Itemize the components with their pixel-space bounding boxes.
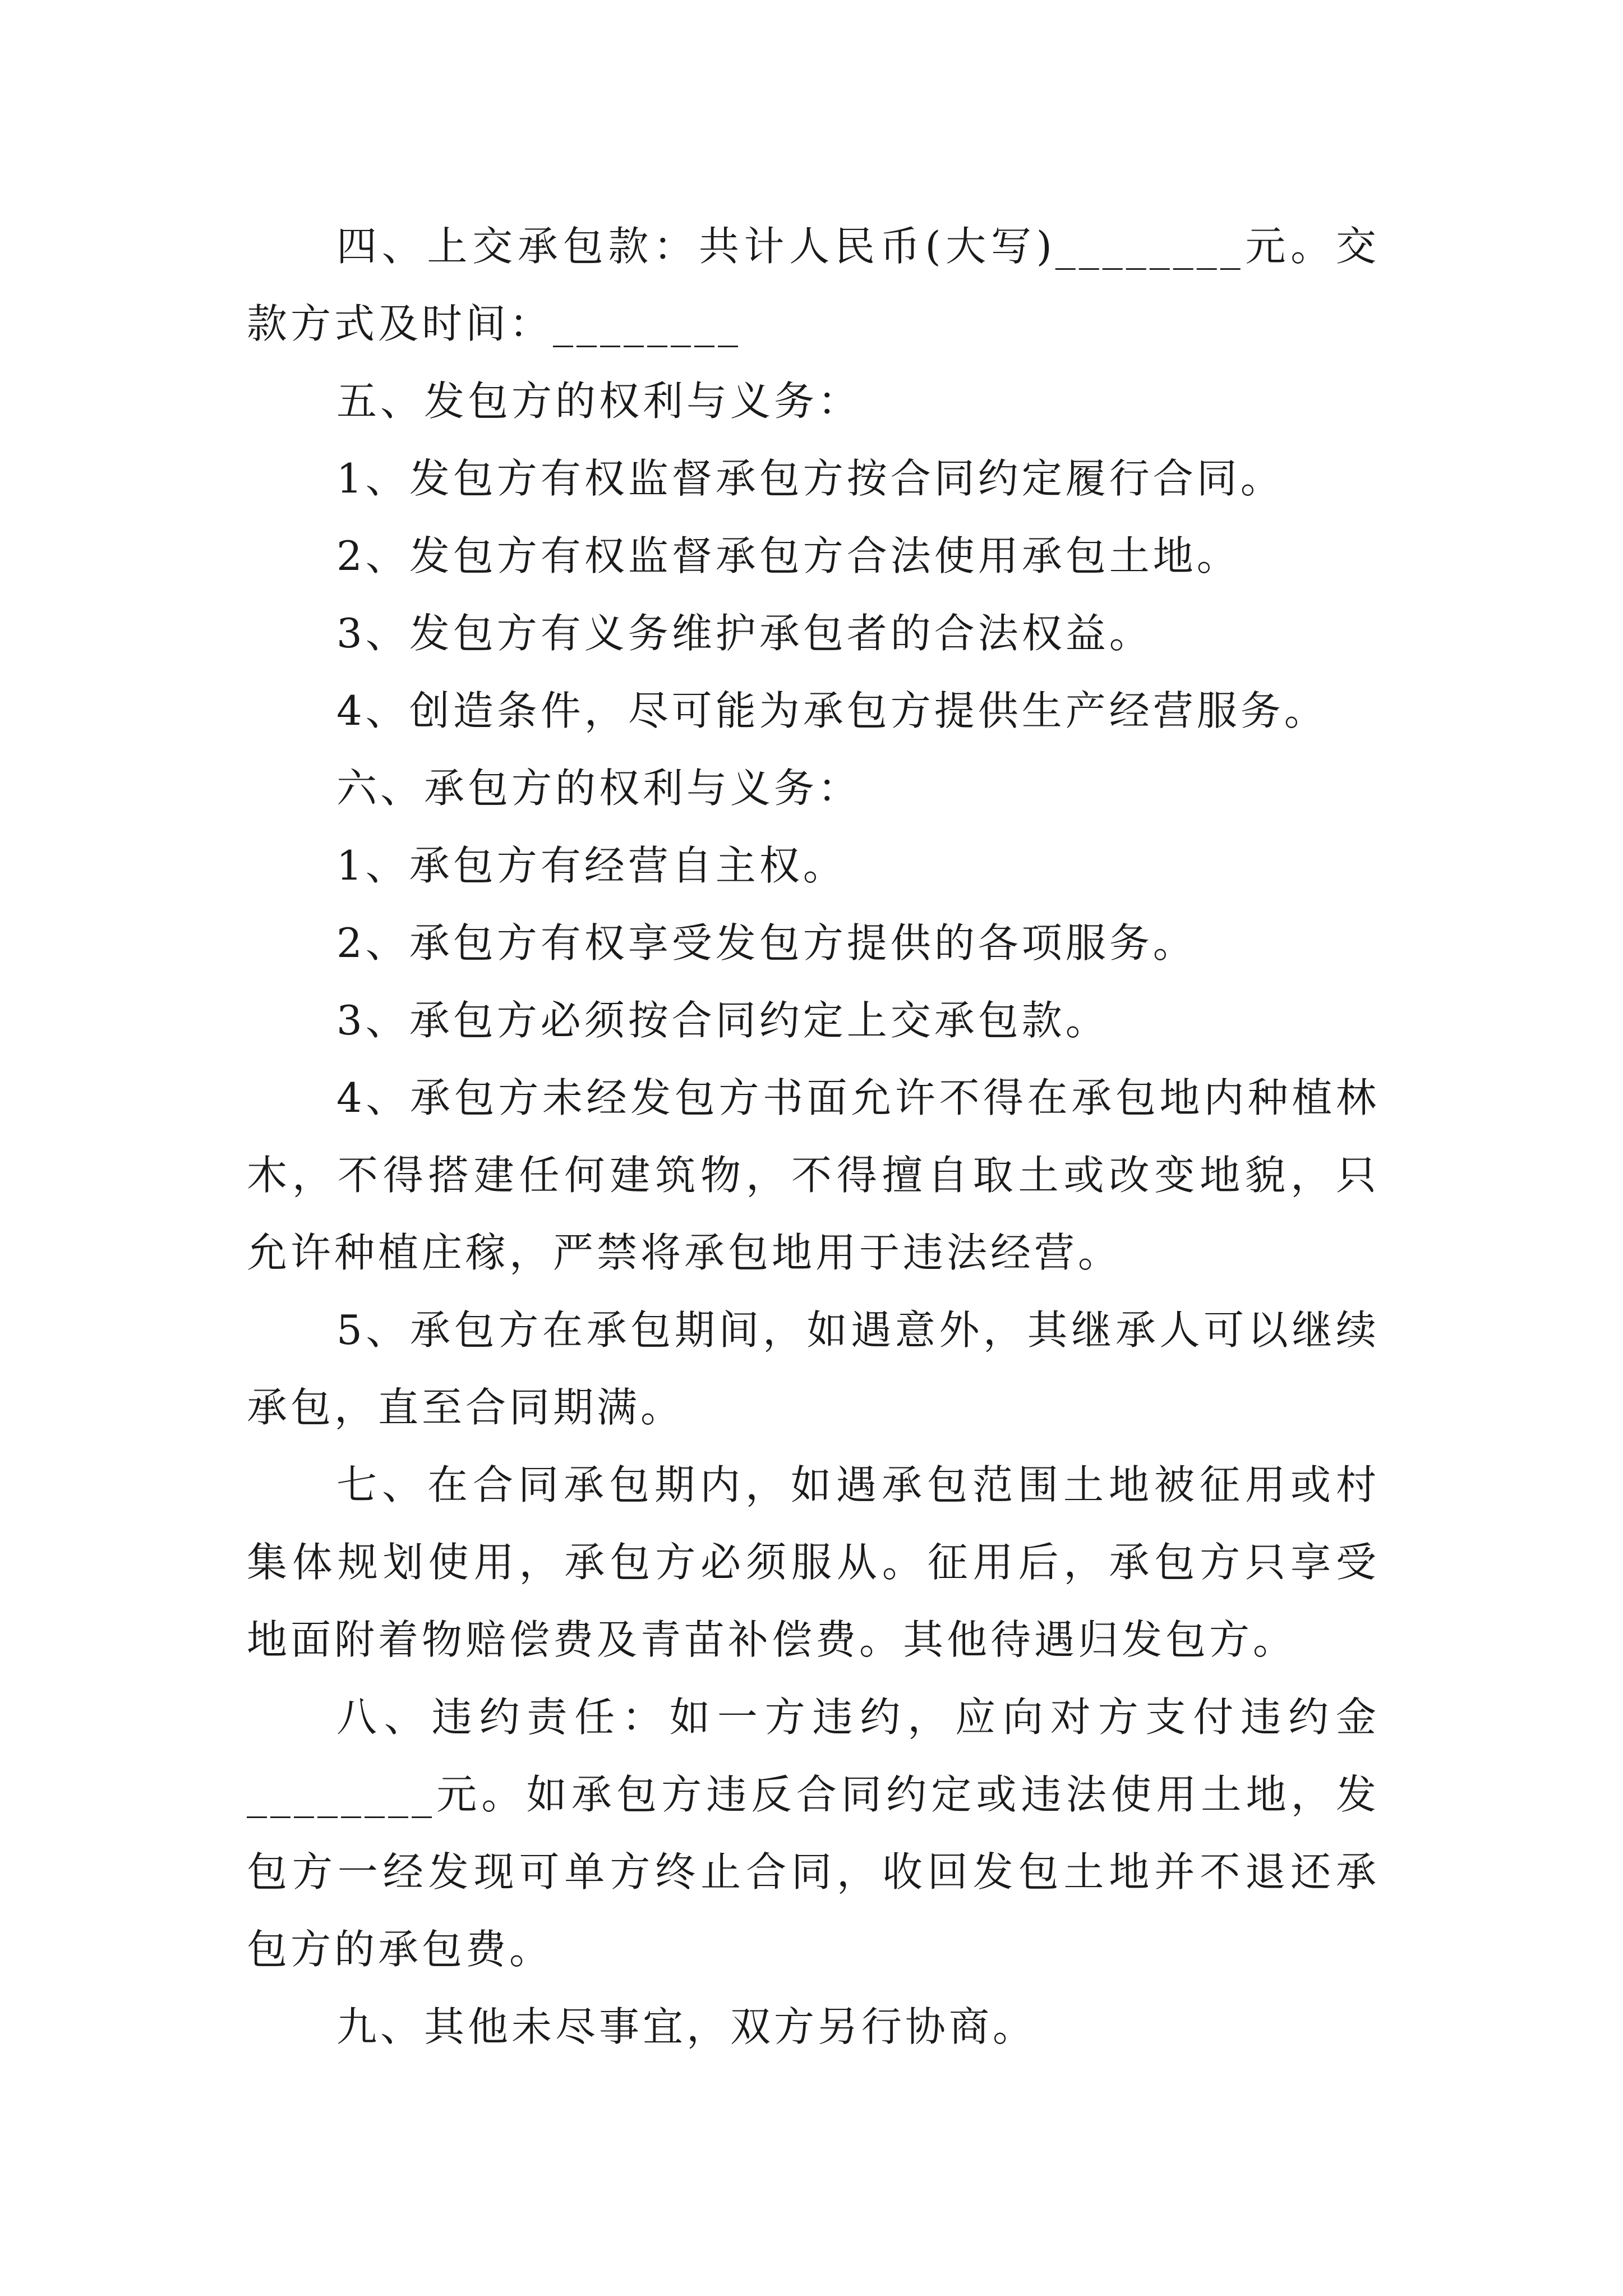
clause-6-heading: 六、承包方的权利与义务： <box>336 765 862 812</box>
clause-6-item-5: 5、承包方在承包期间，如遇意外，其继承人可以继续承包，直至合同期满。 <box>247 1306 1380 1431</box>
document-body <box>247 208 1380 2065</box>
clause-6-item-2: 2、承包方有权享受发包方提供的各项服务。 <box>336 919 1197 967</box>
clause-5-heading: 五、发包方的权利与义务： <box>336 378 862 425</box>
clause-6-item-4: 4、承包方未经发包方书面允许不得在承包地内种植林木，不得搭建任何建筑物，不得擅自取土或改变地貌，只允许种植庄稼，严禁将承包地用于违法经营。 <box>247 1074 1380 1276</box>
clause-8-breach: 八、违约责任：如一方违约，应向对方支付违约金________元。如承包方违反合同约定或违法使用土地，发包方一经发现可单方终止合同，收回发包土地并不退还承包方的承包费。 <box>247 1694 1380 1973</box>
clause-9-other: 九、其他未尽事宜，双方另行协商。 <box>336 2003 1037 2050</box>
clause-4-payment: 四、上交承包款：共计人民币(大写)________元。交款方式及时间：________ <box>247 223 1380 347</box>
clause-5-item-4: 4、创造条件，尽可能为承包方提供生产经营服务。 <box>336 687 1328 734</box>
clause-6-item-1: 1、承包方有经营自主权。 <box>336 842 847 889</box>
clause-5-item-1: 1、发包方有权监督承包方按合同约定履行合同。 <box>336 455 1284 502</box>
clause-5-item-3: 3、发包方有义务维护承包者的合法权益。 <box>336 610 1153 657</box>
clause-7: 七、在合同承包期内，如遇承包范围土地被征用或村集体规划使用，承包方必须服从。征用后，承包方只享受地面附着物赔偿费及青苗补偿费。其他待遇归发包方。 <box>247 1461 1380 1663</box>
clause-5-item-2: 2、发包方有权监督承包方合法使用承包土地。 <box>336 532 1241 579</box>
clause-6-item-3: 3、承包方必须按合同约定上交承包款。 <box>336 997 1109 1044</box>
